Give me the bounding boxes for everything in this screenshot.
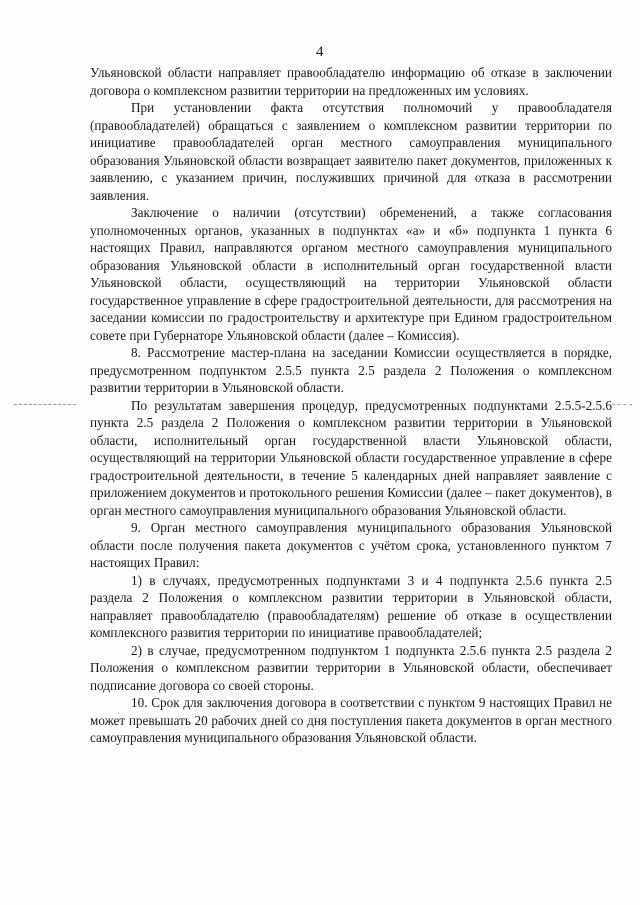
- paragraph: При установлении факта отсутствия полномочий у правообладателя (правообладателей) обращаться с заявлением о комплексном развитии территории по инициативе правообладателей орган местного самоуправления муниципального образования Ульяновской области возвращает заявителю пакет документов, приложенных к заявлению, с указанием причин, послуживших причиной для отказа в рассмотрении заявления.: [90, 100, 612, 203]
- page-number: 4: [316, 44, 324, 60]
- document-body: [90, 64, 612, 747]
- paragraph-item-10: 10. Срок для заключения договора в соответствии с пунктом 9 настоящих Правил не может превышать 20 рабочих дней со дня поступления пакета документов в орган местного самоуправления муниципального образования Ульяновской области.: [90, 695, 612, 745]
- margin-mark-left: [14, 404, 76, 406]
- paragraph-continuation: Ульяновской области направляет правообладателю информацию об отказе в заключении договора о комплексном развитии территории на предложенных им условиях.: [90, 65, 612, 98]
- paragraph: Заключение о наличии (отсутствии) обременений, а также согласования уполномоченных органов, указанных в подпунктах «а» и «б» подпункта 1 пункта 6 настоящих Правил, направляются органом местного самоуправления муниципального образования Ульяновской области в исполнительный орган государственной власти Ульяновской области, осуществляющий на территории Ульяновской области государственное управление в сфере градостроительной деятельности, для рассмотрения на заседании комиссии по градостроительству и архитектуре при Едином градостроительном совете при Губернаторе Ульяновской области (далее – Комиссия).: [90, 205, 612, 343]
- margin-mark-right: [612, 404, 632, 406]
- paragraph-subitem-1: 1) в случаях, предусмотренных подпунктами 3 и 4 подпункта 2.5.6 пункта 2.5 раздела 2 Положения о комплексном развитии территории в Ульяновской области, направляет правообладателю (правообладателям) решение об отказе в осуществлении комплексного развития территории по инициативе правообладателей;: [90, 572, 612, 640]
- paragraph-subitem-2: 2) в случае, предусмотренном подпунктом 1 подпункта 2.5.6 пункта 2.5 раздела 2 Положения о комплексном развитии территории в Ульяновской области, обеспечивает подписание договора со своей стороны.: [90, 642, 612, 693]
- paragraph-item-8: 8. Рассмотрение мастер-плана на заседании Комиссии осуществляется в порядке, предусмотренном подпунктом 2.5.5 пункта 2.5 раздела 2 Положения о комплексном развитии территории в Ульяновской области.: [90, 345, 612, 395]
- paragraph-item-9: 9. Орган местного самоуправления муниципального образования Ульяновской области после получения пакета документов с учётом срока, установленного пунктом 7 настоящих Правил:: [90, 520, 612, 570]
- paragraph: По результатам завершения процедур, предусмотренных подпунктами 2.5.5-2.5.6 пункта 2.5 раздела 2 Положения о комплексном развитии территории в Ульяновской области, исполнительный орган государственной власти Ульяновской области, осуществляющий на территории Ульяновской области государственное управление в сфере градостроительной деятельности, в течение 5 календарных дней направляет заявление с приложением документов и протокольного решения Комиссии (далее – пакет документов), в орган местного самоуправления муниципального образования Ульяновской области.: [90, 397, 612, 518]
